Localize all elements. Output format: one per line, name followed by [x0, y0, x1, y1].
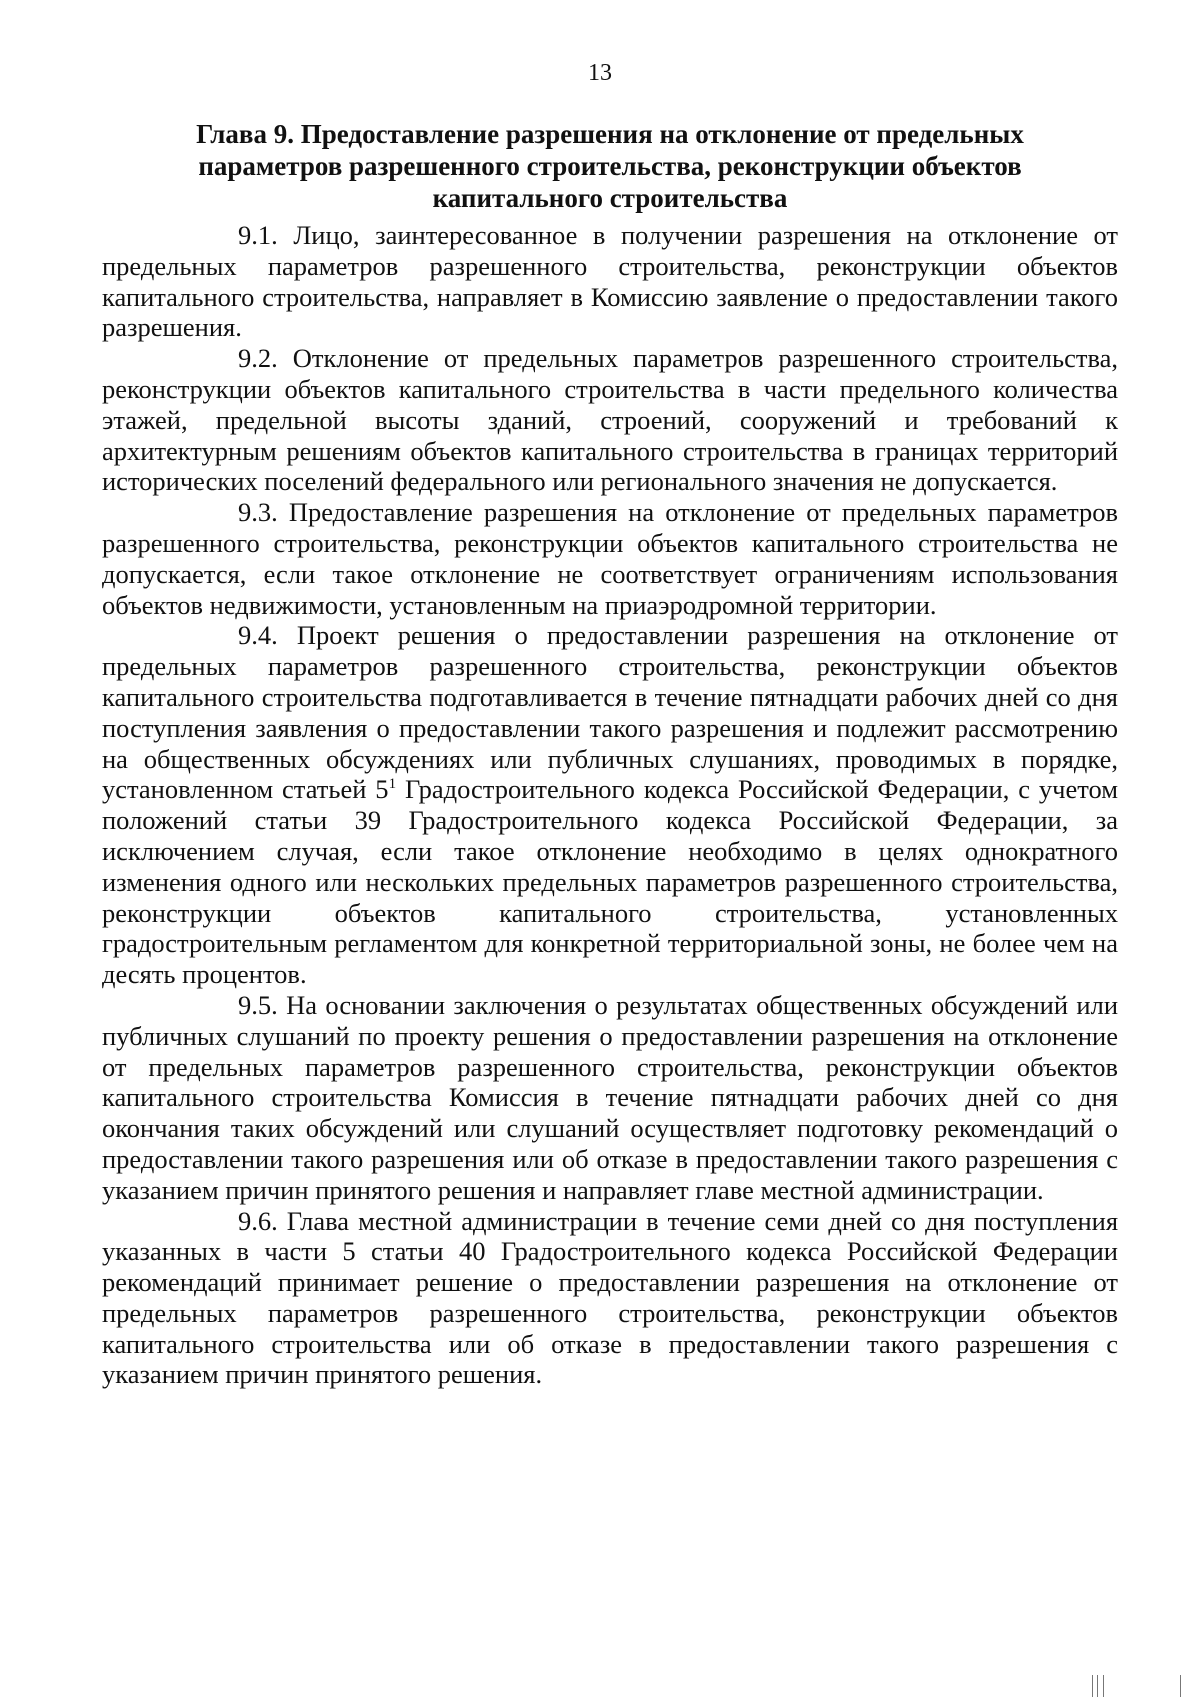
paragraph-9-3 — [102, 497, 1118, 620]
paragraph-9-5 — [102, 990, 1118, 1206]
scan-artifact-mark — [1103, 1675, 1104, 1697]
chapter-title-line-2: параметров разрешенного строительства, реконструкции объектов — [198, 151, 1022, 181]
paragraph-text: На основании заключения о результатах общественных обсуждений или публичных слушаний по проекту решения о предоставлении разрешения на отклонение от предельных параметров разрешенного строительства, реконструкции объектов капитального строительства Комиссия в течение пятнадцати рабочих дней со дня окончания таких обсуждений или слушаний осуществляет подготовку рекомендаций о предоставлении такого разрешения или об отказе в предоставлении такого разрешения с указанием причин принятого решения и направляет главе местной администрации. — [102, 989, 1119, 1205]
scan-artifact-mark — [1097, 1675, 1098, 1697]
chapter-title — [160, 118, 1060, 214]
page-number: 13 — [588, 60, 612, 86]
paragraph-9-1 — [102, 220, 1118, 343]
paragraph-number: 9.1. — [238, 220, 278, 250]
paragraph-number: 9.6. — [238, 1205, 278, 1236]
paragraph-text: Отклонение от предельных параметров разрешенного строительства, реконструкции объектов капитального строительства в части предельного количества этажей, предельной высоты зданий, строений, сооружений и требований к архитектурным решениям объектов капитального строительства в границах территорий исторических поселений федерального или регионального значения не допускается. — [102, 343, 1119, 497]
paragraph-9-2 — [102, 343, 1118, 497]
paragraph-number: 9.4. — [238, 620, 278, 651]
paragraph-text-part-1: Проект решения о предоставлении разрешения на отклонение от предельных параметров разрешенного строительства, реконструкции объектов капитального строительства подготавливается в течение пятнадцати рабочих дней со дня поступления заявления о предоставлении такого разрешения и подлежит рассмотрению на общественных обсуждениях или публичных слушаниях, проводимых в порядке, установленном статьей 5 — [102, 620, 1118, 805]
paragraph-text: Предоставление разрешения на отклонение от предельных параметров разрешенного строительства, реконструкции объектов капитального строительства не допускается, если такое отклонение не соответствует ограничениям использования объектов недвижимости, установленным на приаэродромной территории. — [102, 497, 1118, 620]
article-superscript: 1 — [388, 776, 397, 793]
paragraph-9-6 — [102, 1206, 1118, 1391]
paragraph-text: Глава местной администрации в течение семи дней со дня поступления указанных в части 5 статьи 40 Градостроительного кодекса Российской Федерации рекомендаций принимает решение о предоставлении разрешения на отклонение от предельных параметров разрешенного строительства, реконструкции объектов капитального строительства или об отказе в предоставлении такого разрешения с указанием причин принятого решения. — [102, 1205, 1119, 1390]
paragraph-number: 9.2. — [238, 343, 278, 374]
paragraph-number: 9.3. — [238, 497, 278, 528]
scan-artifact-mark — [1092, 1675, 1093, 1697]
paragraph-9-4 — [102, 620, 1118, 990]
paragraph-text: Лицо, заинтересованное в получении разрешения на отклонение от предельных параметров разрешенного строительства, реконструкции объектов капитального строительства, направляет в Комиссию заявление о предоставлении такого разрешения. — [102, 220, 1119, 343]
chapter-title-line-1: Глава 9. Предоставление разрешения на отклонение от предельных — [196, 119, 1024, 149]
paragraph-number: 9.5. — [238, 989, 278, 1020]
scan-artifact-mark — [1180, 1675, 1181, 1697]
paragraph-text-part-2: Градостроительного кодекса Российской Федерации, с учетом положений статьи 39 Градостроительного кодекса Российской Федерации, за исключением случая, если такое отклонение необходимо в целях однократного изменения одного или нескольких предельных параметров разрешенного строительства, реконструкции объектов капитального строительства, установленных градостроительным регламентом для конкретной территориальной зоны, не более чем на десять процентов. — [102, 774, 1118, 990]
chapter-title-line-3: капитального строительства — [432, 183, 788, 213]
chapter-body — [102, 220, 1118, 1390]
